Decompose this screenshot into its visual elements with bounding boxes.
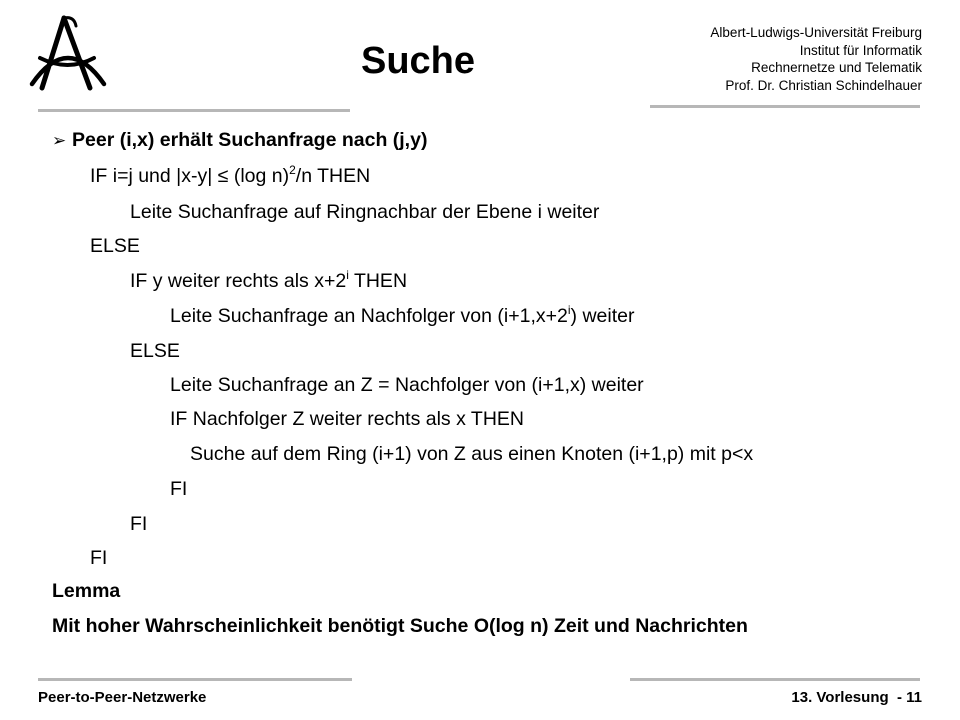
content-line: FI — [130, 513, 148, 535]
content-line: Suche auf dem Ring (i+1) von Z aus einen Knoten (i+1,p) mit p<x — [190, 443, 754, 465]
content-line: Leite Suchanfrage an Z = Nachfolger von (i+1,x) weiter — [170, 374, 644, 396]
page-title: Suche — [360, 40, 476, 82]
content-line: IF i=j und |x-y| ≤ (log n)$^2$/n THEN — [90, 163, 371, 187]
institution-line: Albert-Ludwigs-Universität Freiburg — [710, 25, 922, 40]
institution-line: Institut für Informatik — [799, 42, 922, 58]
institution-line: Rechnernetze und Telematik — [751, 60, 922, 75]
footer-divider — [630, 678, 920, 681]
header-divider — [650, 105, 920, 108]
content-line: IF Nachfolger Z weiter rechts als x THEN — [170, 408, 524, 430]
content-line: Lemma — [52, 580, 121, 602]
content-line: Mit hoher Wahrscheinlichkeit benötigt Suche O(log n) Zeit und Nachrichten — [52, 615, 748, 637]
footer-divider — [38, 678, 352, 681]
arrow-bullet-icon: ➢ — [52, 131, 67, 150]
content-line: Leite Suchanfrage auf Ringnachbar der Ebene i weiter — [130, 201, 600, 223]
content-line: FI — [170, 478, 188, 500]
footer-course: Peer-to-Peer-Netzwerke — [38, 689, 207, 706]
header-divider — [38, 109, 350, 112]
content-line: FI — [90, 547, 108, 569]
content-line: ELSE — [90, 235, 140, 257]
content-line: IF y weiter rechts als $x+2^i$ THEN — [130, 268, 408, 292]
footer-lecture-page: 13. Vorlesung - 11 — [791, 689, 922, 706]
content-line: ELSE — [130, 340, 180, 362]
institution-block — [710, 24, 922, 94]
content-line: Leite Suchanfrage an Nachfolger von $(i+1,x+2^i)$ weiter — [170, 303, 635, 327]
institution-line: Prof. Dr. Christian Schindelhauer — [725, 77, 922, 93]
content-line: ➢ Peer (i,x) erhält Suchanfrage nach (j,y) — [52, 127, 427, 154]
